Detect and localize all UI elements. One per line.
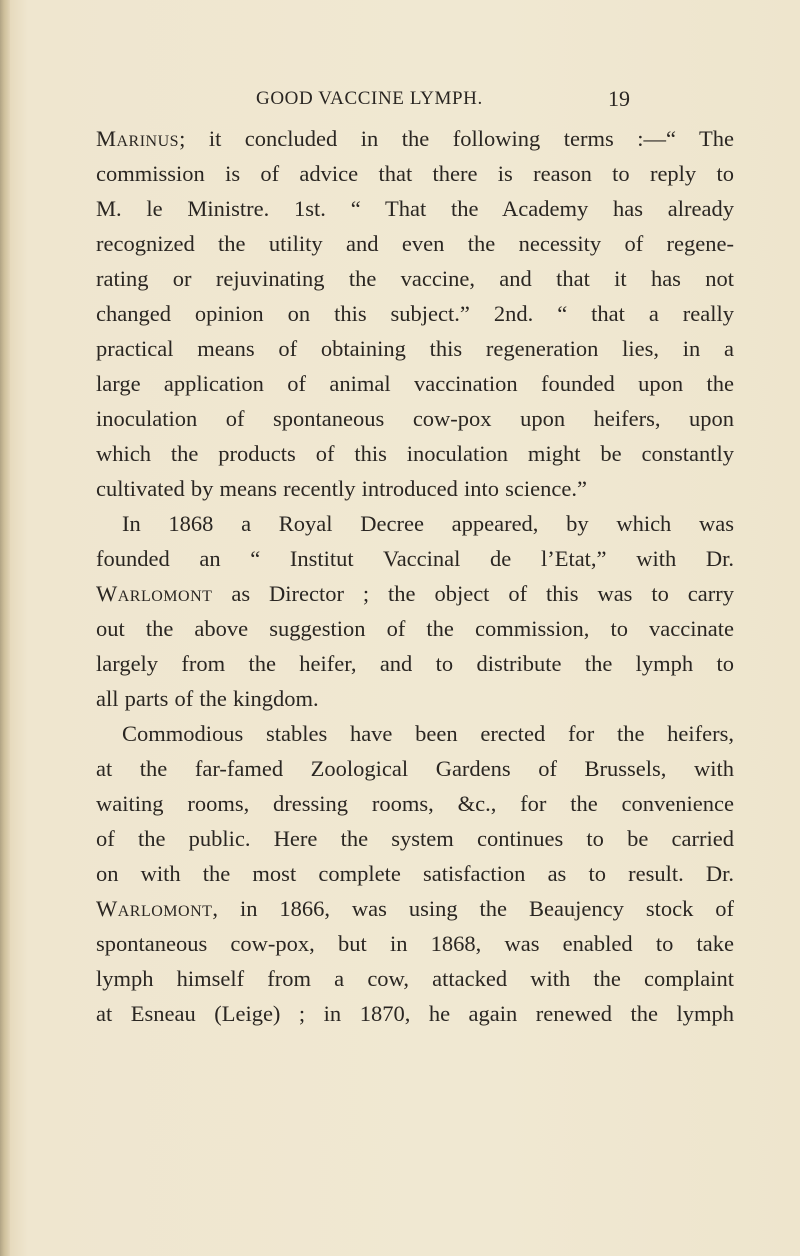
line-text: In 1868 a Royal Decree appeared, by which was [122,511,734,536]
line-text: of the public. Here the system continues to be carried [96,826,734,851]
line-text: cultivated by means recently introduced into science.” [96,476,587,501]
line-text: waiting rooms, dressing rooms, &c., for the convenience [96,791,734,816]
line-text: at Esneau (Leige) ; in 1870, he again renewed the lymph [96,1001,734,1026]
line-text: inoculation of spontaneous cow-pox upon heifers, upon [96,406,734,431]
text-line [96,996,734,1031]
line-text: ; it concluded in the following terms :—“ The [179,126,734,151]
line-text: as Director ; the object of this was to carry [212,581,734,606]
text-line [96,926,734,961]
line-text: large application of animal vaccination founded upon the [96,371,734,396]
text-line [96,506,734,541]
running-title: GOOD VACCINE LYMPH. [256,88,483,109]
text-line [96,121,734,156]
running-head [256,88,636,116]
text-line [96,366,734,401]
line-text: Commodious stables have been erected for the heifers, [122,721,734,746]
line-text: commission is of advice that there is reason to reply to [96,161,734,186]
text-line [96,821,734,856]
page-number: 19 [608,86,630,111]
text-line [96,961,734,996]
text-line [96,681,734,716]
body-text [96,121,734,1031]
line-text: recognized the utility and even the necessity of regene- [96,231,734,256]
text-line [96,856,734,891]
text-line [96,226,734,261]
text-line [96,541,734,576]
text-line [96,611,734,646]
text-line [96,261,734,296]
line-text: spontaneous cow-pox, but in 1868, was enabled to take [96,931,734,956]
text-line [96,646,734,681]
text-line [96,751,734,786]
text-line [96,891,734,926]
text-line [96,716,734,751]
line-text: M. le Ministre. 1st. “ That the Academy has already [96,196,734,221]
text-line [96,296,734,331]
binding-edge [0,0,10,1256]
text-line [96,436,734,471]
line-text: practical means of obtaining this regeneration lies, in a [96,336,734,361]
line-text: changed opinion on this subject.” 2nd. “ that a really [96,301,734,326]
line-text: lymph himself from a cow, attacked with the complaint [96,966,734,991]
small-caps-name: Warlomont [96,581,213,606]
text-line [96,331,734,366]
text-line [96,156,734,191]
line-text: , in 1866, was using the Beaujency stock of [212,896,734,921]
text-line [96,786,734,821]
text-line [96,576,734,611]
small-caps-name: Warlomont [96,896,213,921]
line-text: at the far-famed Zoological Gardens of Brussels, with [96,756,734,781]
line-text: all parts of the kingdom. [96,686,319,711]
text-line [96,401,734,436]
small-caps-name: Marinus [96,126,180,151]
line-text: founded an “ Institut Vaccinal de l’Etat,” with Dr. [96,546,734,571]
text-line [96,191,734,226]
line-text: rating or rejuvinating the vaccine, and that it has not [96,266,734,291]
line-text: largely from the heifer, and to distribute the lymph to [96,651,734,676]
line-text: which the products of this inoculation might be constantly [96,441,734,466]
line-text: on with the most complete satisfaction as to result. Dr. [96,861,734,886]
line-text: out the above suggestion of the commission, to vaccinate [96,616,734,641]
text-line [96,471,734,506]
